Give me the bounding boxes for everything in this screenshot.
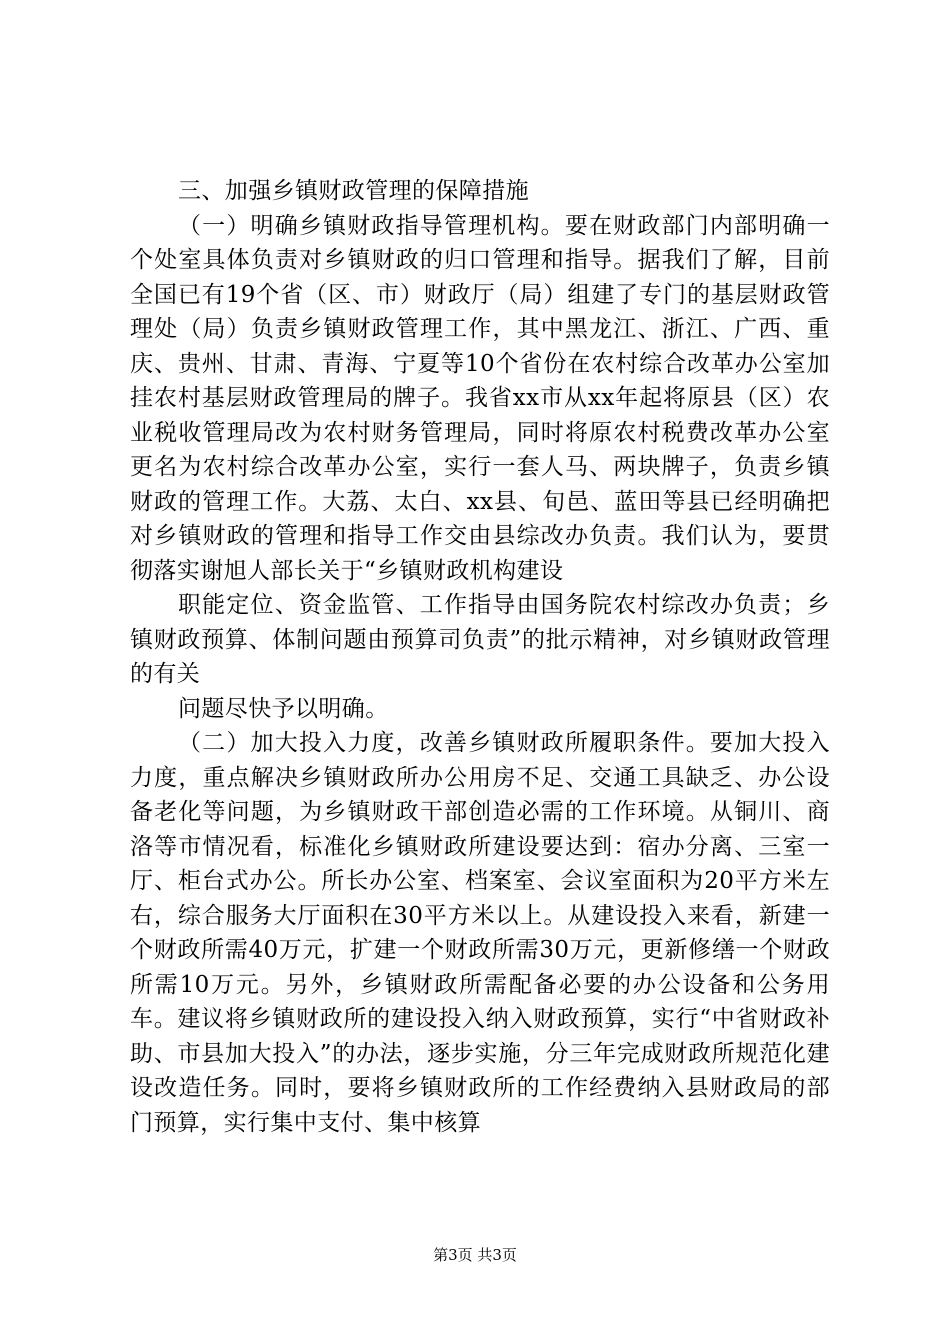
paragraph-2: 职能定位、资金监管、工作指导由国务院农村综改办负责；乡镇财政预算、体制问题由预算司负责”的批示精神，对乡镇财政管理的有关 [130, 592, 830, 687]
section-heading: 三、加强乡镇财政管理的保障措施 [178, 178, 529, 204]
page-footer: 第3页 共3页 [433, 1246, 517, 1264]
document-body [130, 174, 830, 1140]
paragraph-4: （二）加大投入力度，改善乡镇财政所履职条件。要加大投入力度，重点解决乡镇财政所办公用房不足、交通工具缺乏、办公设备老化等问题，为乡镇财政干部创造必需的工作环境。从铜川、商洛等市情况看，标准化乡镇财政所建设要达到：宿办分离、三室一厅、柜台式办公。所长办公室、档案室、会议室面积为20平方米左右，综合服务大厅面积在30平方米以上。从建设投入来看，新建一个财政所需40万元，扩建一个财政所需30万元，更新修缮一个财政所需10万元。另外，乡镇财政所需配备必要的办公设备和公务用车。建议将乡镇财政所的建设投入纳入财政预算，实行“中省财政补助、市县加大投入”的办法，逐步实施，分三年完成财政所规范化建设改造任务。同时，要将乡镇财政所的工作经费纳入县财政局的部门预算，实行集中支付、集中核算 [130, 730, 830, 1136]
paragraph-1: （一）明确乡镇财政指导管理机构。要在财政部门内部明确一个处室具体负责对乡镇财政的归口管理和指导。据我们了解，目前全国已有19个省（区、市）财政厅（局）组建了专门的基层财政管理处（局）负责乡镇财政管理工作，其中黑龙江、浙江、广西、重庆、贵州、甘肃、青海、宁夏等10个省份在农村综合改革办公室加挂农村基层财政管理局的牌子。我省xx市从xx年起将原县（区）农业税收管理局改为农村财务管理局，同时将原农村税费改革办公室更名为农村综合改革办公室，实行一套人马、两块牌子，负责乡镇财政的管理工作。大荔、太白、xx县、旬邑、蓝田等县已经明确把对乡镇财政的管理和指导工作交由县综改办负责。我们认为，要贯彻落实谢旭人部长关于“乡镇财政机构建设 [130, 212, 830, 584]
paragraph-3: 问题尽快予以明确。 [178, 695, 389, 722]
